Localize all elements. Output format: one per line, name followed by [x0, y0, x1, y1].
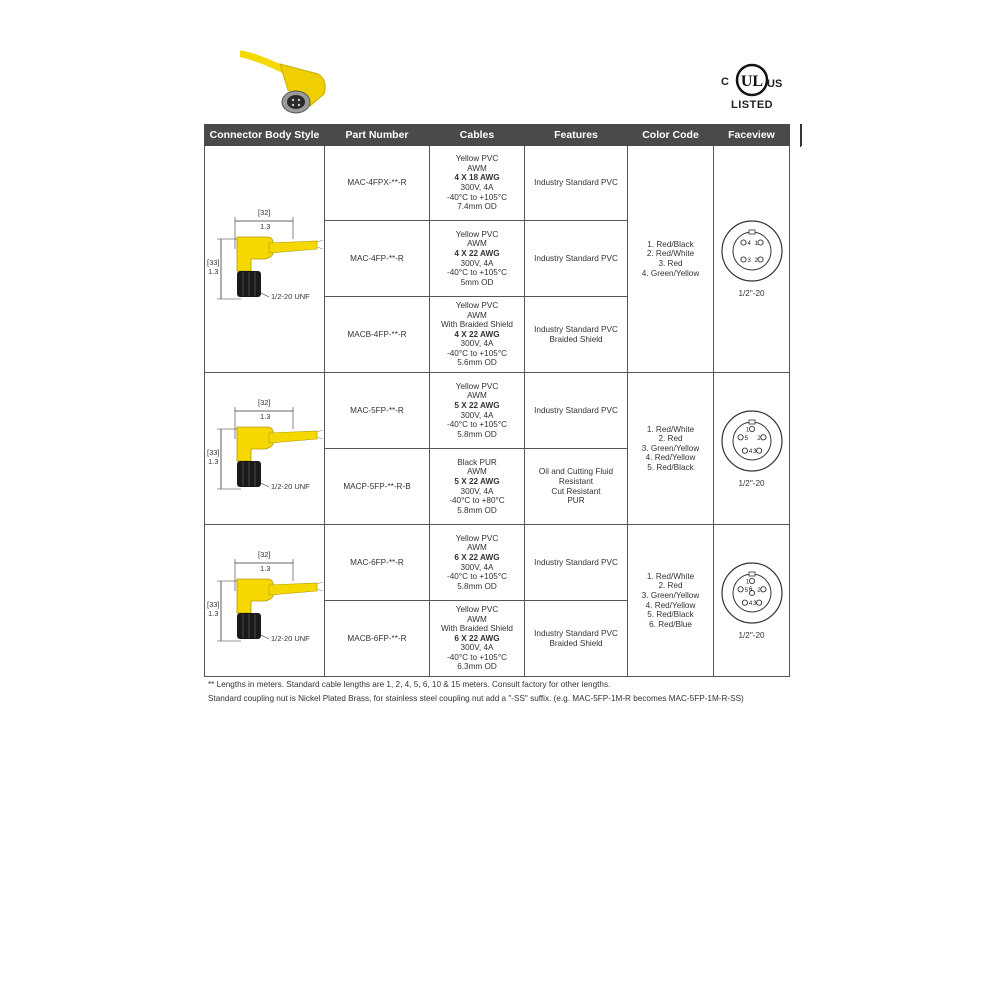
dim-side-value: 1.3 [208, 456, 219, 466]
dim-side-value: 1.3 [208, 267, 219, 276]
color-code-cell [628, 525, 714, 677]
pin-number: 1 [745, 579, 749, 586]
cable-spec-line: Black PUR [457, 457, 497, 467]
cable-awg: 6 X 22 AWG [454, 552, 500, 562]
cables-cell [430, 373, 525, 449]
pin-number: 1 [745, 427, 749, 434]
faceview-thread-label: 1/2"-20 [738, 478, 765, 488]
color-code-cell [628, 146, 714, 373]
faceview-cell [714, 525, 790, 677]
cable-spec-line: 300V, 4A [460, 562, 494, 572]
cable-spec-line: 300V, 4A [460, 643, 494, 653]
part-number-cell [325, 601, 430, 677]
cable-spec-line: Yellow PVC [455, 229, 499, 239]
connector-body-style-cell [205, 525, 325, 677]
cables-cell [430, 221, 525, 297]
pin-4 [742, 600, 747, 605]
features-cell [525, 601, 628, 677]
cable-spec-line: AWM [467, 310, 487, 320]
hero-product-image [240, 50, 336, 120]
table-row [205, 146, 790, 221]
cable-spec-line: 5.8mm OD [457, 429, 497, 439]
faceview-6-pin-icon [720, 561, 784, 625]
header-part-number: Part Number [325, 125, 430, 146]
pin-1 [757, 240, 762, 245]
pin-number: 5 [744, 435, 748, 442]
pin-number: 3 [747, 258, 751, 265]
cable-spec-line: 300V, 4A [460, 486, 494, 496]
table-row [205, 373, 790, 449]
cable-awg: 4 X 18 AWG [454, 173, 500, 183]
cable-awg: 4 X 22 AWG [454, 329, 500, 339]
table-row [205, 525, 790, 601]
pin-number: 5 [744, 587, 748, 594]
color-code-item: 6. Red/Blue [649, 619, 692, 629]
features-cell [525, 449, 628, 525]
color-code-item: 2. Red [658, 581, 683, 591]
dim-top-value: 1.3 [260, 222, 271, 231]
color-code-item: 5. Red/Black [647, 610, 694, 620]
header-connector-body-style: Connector Body Style [205, 125, 325, 146]
cable-spec-line: Yellow PVC [455, 154, 499, 164]
features-cell [525, 146, 628, 221]
dim-top-value: 1.3 [260, 563, 271, 573]
dim-top-value: 1.3 [260, 411, 271, 421]
cable-spec-line: AWM [467, 163, 487, 173]
color-code-item: 4. Green/Yellow [641, 268, 700, 278]
part-number-cell [325, 221, 430, 297]
cable-awg: 5 X 22 AWG [454, 476, 500, 486]
cable-spec-line: 300V, 4A [460, 183, 494, 192]
pin-number: 4 [747, 241, 751, 248]
pin-number: 2 [754, 258, 758, 265]
coupling-nut-note: Standard coupling nut is Nickel Plated Brass, for stainless steel coupling nut add a "-SS" suffix. (e.g. MAC-5FP-1M-R becomes MAC-5FP-1M-R-SS) [208, 694, 744, 703]
pin-number: 1 [754, 241, 758, 248]
dim-top-bracket: [32] [258, 549, 271, 559]
feature-line: Braided Shield [549, 334, 603, 344]
lengths-note: ** Lengths in meters. Standard cable lengths are 1, 2, 4, 5, 6, 10 & 15 meters. Consult factory for other lengths. [208, 680, 611, 689]
ul-listed-label: LISTED [731, 99, 774, 111]
cable-spec-line: Yellow PVC [455, 604, 499, 614]
pin-number: 2 [756, 435, 761, 442]
cable-spec-line: Yellow PVC [455, 300, 499, 310]
thread-label: 1/2-20 UNF [271, 481, 310, 491]
cables-cell [430, 601, 525, 677]
connector-drawing [207, 399, 325, 499]
features-cell [525, 297, 628, 373]
pin-1 [749, 426, 754, 431]
header-color-code: Color Code [628, 125, 714, 146]
thread-label: 1/2-20 UNF [271, 292, 310, 301]
color-code-item: 4. Red/Yellow [645, 453, 696, 463]
cable-spec-line: 300V, 4A [460, 410, 494, 420]
feature-line: Resistant [558, 476, 594, 486]
cables-cell [430, 525, 525, 601]
pin-5 [738, 435, 743, 440]
faceview-4-pin-icon [720, 219, 784, 283]
feature-line: Industry Standard PVC [534, 405, 618, 415]
pin-2 [760, 587, 765, 592]
header-features: Features [525, 125, 628, 146]
pin-5 [738, 587, 743, 592]
cable-spec-line: 5.8mm OD [457, 505, 497, 515]
pin-3 [756, 600, 761, 605]
cable-spec-line: 7.4mm OD [457, 202, 497, 212]
cable-spec-line: 5.6mm OD [457, 358, 497, 368]
svg-text:UL: UL [740, 73, 764, 90]
header-faceview: Faceview [714, 125, 790, 146]
pin-1 [749, 578, 754, 583]
cable-spec-line: With Braided Shield [441, 624, 513, 634]
part-number: MAC-5FP-**-R [350, 405, 404, 415]
cable-awg: 4 X 22 AWG [454, 248, 500, 258]
part-number: MAC-4FP-**-R [350, 253, 404, 263]
pin-number: 2 [756, 587, 761, 594]
cable-spec-line: -40°C to +105°C [446, 268, 508, 278]
part-number: MACB-6FP-**-R [347, 633, 407, 643]
color-code-item: 1. Red/White [646, 571, 695, 581]
header-cables: Cables [430, 125, 525, 146]
pin-2 [757, 257, 762, 262]
cable-spec-line: With Braided Shield [441, 320, 513, 330]
faceview-diagram [716, 561, 787, 640]
color-code-cell [628, 373, 714, 525]
features-cell [525, 373, 628, 449]
feature-line: Industry Standard PVC [534, 178, 618, 188]
cables-cell [430, 449, 525, 525]
connector-drawing [207, 209, 325, 309]
cable-spec-line: -40°C to +105°C [446, 572, 508, 582]
features-cell [525, 221, 628, 297]
feature-line: Industry Standard PVC [534, 324, 618, 334]
part-number-cell [325, 525, 430, 601]
cable-spec-line: 5mm OD [460, 277, 494, 287]
faceview-diagram [716, 409, 787, 488]
connector-spec-table [204, 124, 790, 677]
feature-line: Industry Standard PVC [534, 557, 618, 567]
color-code-item: 1. Red/Black [647, 239, 694, 249]
part-number: MACB-4FP-**-R [347, 329, 407, 339]
cable-spec-line: -40°C to +105°C [446, 420, 508, 430]
pin-number: 4 [748, 601, 752, 608]
color-code-item: 5. Red/Black [647, 462, 694, 472]
cable-spec-line: -40°C to +80°C [449, 496, 505, 506]
faceview-cell [714, 373, 790, 525]
ul-us-label: US [767, 78, 783, 90]
cable-spec-line: AWM [467, 543, 487, 553]
cable-spec-line: 6.3mm OD [457, 662, 497, 672]
side-rule-1 [800, 124, 802, 146]
pin-3 [740, 257, 745, 262]
pin-number: 3 [752, 449, 756, 456]
feature-line: Cut Resistant [551, 486, 601, 496]
color-code-item: 2. Red/White [646, 249, 695, 259]
cable-spec-line: 300V, 4A [460, 339, 494, 349]
part-number-cell [325, 297, 430, 373]
dim-side-bracket: [33] [207, 599, 220, 609]
cable-spec-line: AWM [467, 239, 487, 249]
faceview-thread-label: 1/2"-20 [738, 630, 765, 640]
color-code-item: 3. Green/Yellow [641, 590, 700, 600]
color-code-item: 3. Red [658, 259, 683, 268]
dim-top-bracket: [32] [258, 397, 271, 407]
feature-line: Industry Standard PVC [534, 253, 618, 263]
cable-spec-line: 300V, 4A [460, 258, 494, 268]
feature-line: Braided Shield [549, 638, 603, 648]
pin-number: 4 [748, 449, 752, 456]
cable-spec-line: AWM [467, 391, 487, 401]
part-number-cell [325, 146, 430, 221]
cable-spec-line: -40°C to +105°C [446, 348, 508, 358]
ul-listed-mark [718, 60, 786, 118]
pin-number: 3 [752, 601, 756, 608]
cable-spec-line: AWM [467, 467, 487, 477]
dim-top-bracket: [32] [258, 208, 271, 217]
cable-awg: 5 X 22 AWG [454, 400, 500, 410]
part-number-cell [325, 373, 430, 449]
cable-spec-line: -40°C to +105°C [446, 652, 508, 662]
pin-3 [756, 448, 761, 453]
pin-4 [740, 240, 745, 245]
color-code-item: 4. Red/Yellow [645, 600, 696, 610]
cable-spec-line: Yellow PVC [455, 533, 499, 543]
part-number-cell [325, 449, 430, 525]
features-cell [525, 525, 628, 601]
pin-4 [742, 448, 747, 453]
faceview-thread-label: 1/2"-20 [738, 289, 765, 298]
dim-side-bracket: [33] [207, 258, 220, 267]
color-code-item: 2. Red [658, 434, 683, 444]
color-code-item: 1. Red/White [646, 424, 695, 434]
cables-cell [430, 146, 525, 221]
connector-drawing [207, 551, 325, 651]
faceview-cell [714, 146, 790, 373]
feature-line: PUR [567, 496, 585, 506]
side-rule-2 [800, 146, 801, 147]
connector-body-style-cell [205, 146, 325, 373]
part-number: MAC-4FPX-**-R [347, 178, 407, 188]
dim-side-value: 1.3 [208, 608, 219, 618]
feature-line: Industry Standard PVC [534, 628, 618, 638]
cable-spec-line: Yellow PVC [455, 381, 499, 391]
color-code-item: 3. Green/Yellow [641, 443, 700, 453]
pin-number: 6 [748, 586, 752, 593]
cable-spec-line: 5.8mm OD [457, 581, 497, 591]
faceview-diagram [716, 219, 787, 298]
faceview-5-pin-icon [720, 409, 784, 473]
cable-spec-line: AWM [467, 614, 487, 624]
part-number: MACP-5FP-**-R-B [343, 481, 411, 491]
feature-line: Oil and Cutting Fluid [538, 467, 614, 477]
cable-spec-line: -40°C to +105°C [446, 192, 508, 202]
dim-side-bracket: [33] [207, 447, 220, 457]
part-number: MAC-6FP-**-R [350, 557, 404, 567]
ul-c-label: C [721, 76, 729, 88]
cables-cell [430, 297, 525, 373]
thread-label: 1/2-20 UNF [271, 633, 310, 643]
cable-awg: 6 X 22 AWG [454, 633, 500, 643]
connector-body-style-cell [205, 373, 325, 525]
pin-2 [760, 435, 765, 440]
table-header-row [205, 125, 790, 146]
